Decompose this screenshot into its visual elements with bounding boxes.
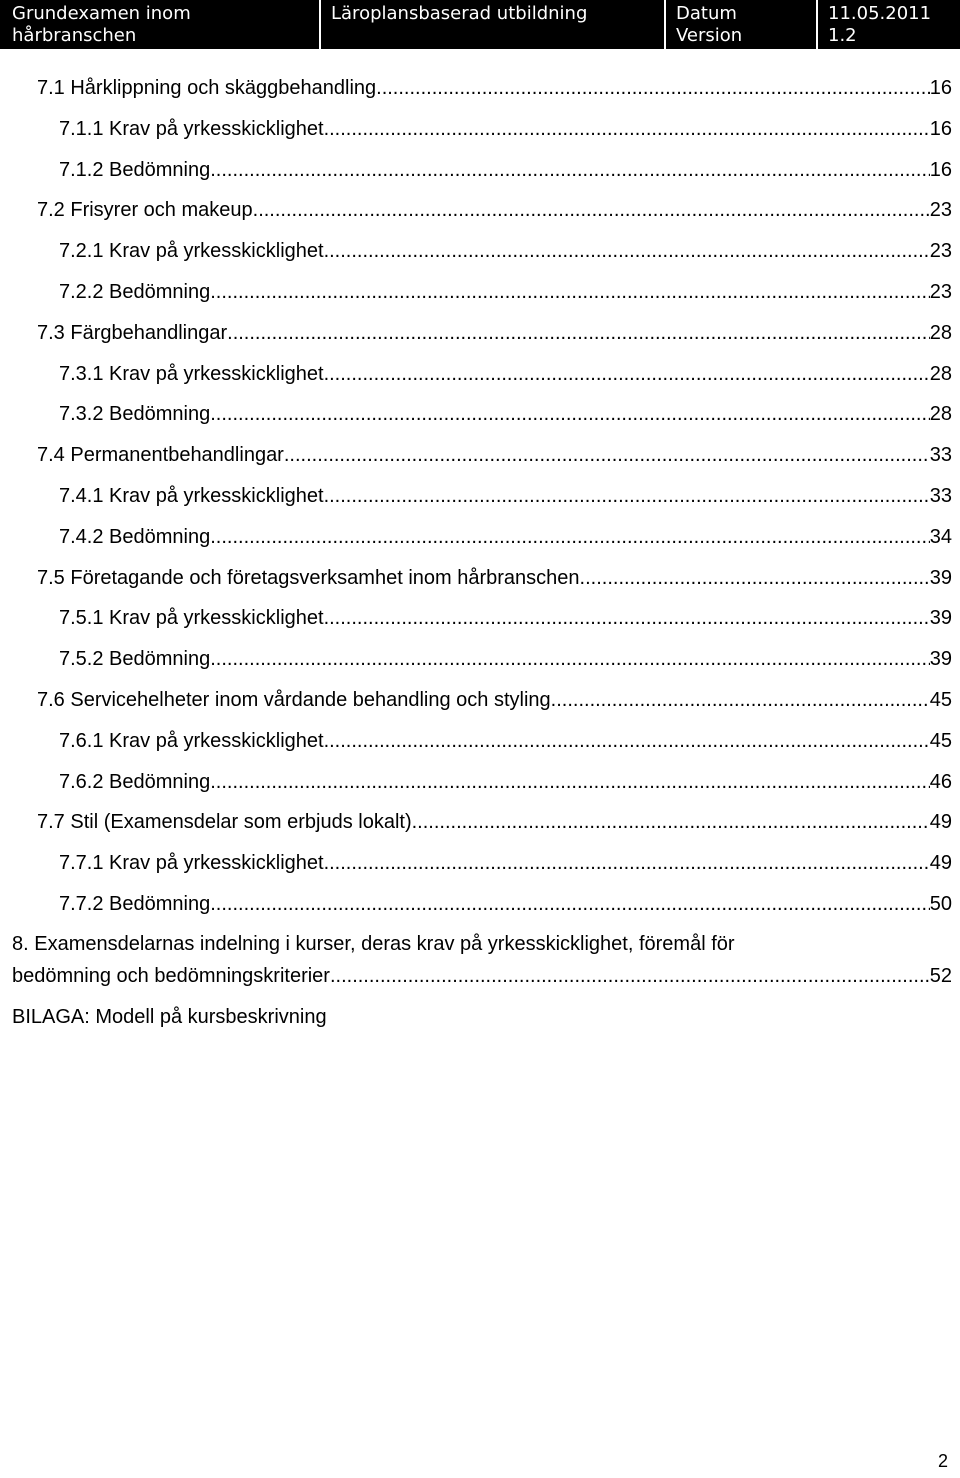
toc-entry[interactable] <box>59 892 952 916</box>
toc-entry[interactable] <box>59 647 952 671</box>
toc-entry[interactable] <box>37 810 952 834</box>
toc-entry-title: 7.3 Färgbehandlingar <box>37 322 228 344</box>
toc-entry[interactable] <box>59 729 952 753</box>
toc-entry[interactable] <box>59 280 952 304</box>
toc-dot-leader <box>210 647 930 671</box>
toc-chapter8-line1[interactable]: 8. Examensdelarnas indelning i kurser, deras krav på yrkesskicklighet, föremål för <box>12 933 735 955</box>
toc-entry[interactable] <box>59 158 952 182</box>
toc-page-number: 33 <box>929 444 952 466</box>
toc-entry-title: 7.5.2 Bedömning <box>59 648 211 670</box>
header-divider <box>816 0 818 49</box>
toc-dot-leader <box>210 402 930 426</box>
toc-page-number: 34 <box>929 526 952 548</box>
page-number: 2 <box>937 1451 948 1471</box>
toc-entry-title: 7.6.2 Bedömning <box>59 771 211 793</box>
header-meta-labels: Datum Version <box>676 3 743 46</box>
toc-entry[interactable] <box>37 321 952 345</box>
toc-entry[interactable] <box>59 484 952 508</box>
toc-dot-leader <box>227 321 930 345</box>
toc-page-number: 46 <box>929 771 952 793</box>
toc-page-number: 16 <box>929 77 952 99</box>
toc-entry-title: 7.4 Permanentbehandlingar <box>37 444 284 466</box>
toc-entry-title: 7.5 Företagande och företagsverksamhet inom hårbranschen <box>37 567 580 589</box>
toc-page-number: 49 <box>929 811 952 833</box>
toc-page-number: 23 <box>929 240 952 262</box>
toc-dot-leader <box>210 892 930 916</box>
toc-entry[interactable] <box>59 117 952 141</box>
toc-entry-title: 7.2 Frisyrer och makeup <box>37 199 253 221</box>
toc-page-number: 16 <box>929 159 952 181</box>
toc-entry-title: 7.5.1 Krav på yrkesskicklighet <box>59 607 324 629</box>
document-header <box>0 0 960 49</box>
toc-dot-leader <box>330 964 930 988</box>
toc-page-number: 39 <box>929 648 952 670</box>
toc-entry-title: 7.1.1 Krav på yrkesskicklighet <box>59 118 324 140</box>
header-divider <box>319 0 321 49</box>
toc-entry[interactable] <box>59 606 952 630</box>
toc-appendix[interactable]: BILAGA: Modell på kursbeskrivning <box>12 1006 327 1028</box>
toc-dot-leader <box>253 198 930 222</box>
toc-dot-leader <box>324 239 930 263</box>
toc-entry-title: 7.2.2 Bedömning <box>59 281 211 303</box>
toc-dot-leader <box>376 76 930 100</box>
toc-dot-leader <box>210 158 930 182</box>
toc-entry[interactable] <box>37 566 952 590</box>
toc-entry[interactable] <box>59 362 952 386</box>
toc-dot-leader <box>210 280 930 304</box>
toc-page-number: 39 <box>929 607 952 629</box>
toc-entry-chapter8[interactable] <box>12 964 952 988</box>
header-divider <box>664 0 666 49</box>
header-meta-values: 11.05.2011 1.2 <box>828 3 932 46</box>
header-program-type: Läroplansbaserad utbildning <box>331 3 588 24</box>
toc-page-number: 49 <box>929 852 952 874</box>
toc-entry-title: 7.6.1 Krav på yrkesskicklighet <box>59 730 324 752</box>
toc-entry[interactable] <box>59 402 952 426</box>
toc-page-number: 50 <box>929 893 952 915</box>
toc-page-number: 45 <box>929 689 952 711</box>
toc-dot-leader <box>580 566 930 590</box>
toc-dot-leader <box>324 484 930 508</box>
toc-entry[interactable] <box>37 198 952 222</box>
toc-entry-title: 7.3.1 Krav på yrkesskicklighet <box>59 363 324 385</box>
toc-page-number: 28 <box>929 322 952 344</box>
toc-entry-title: 7.7.1 Krav på yrkesskicklighet <box>59 852 324 874</box>
toc-entry[interactable] <box>59 239 952 263</box>
toc-dot-leader <box>412 810 930 834</box>
toc-entry-title: 7.4.1 Krav på yrkesskicklighet <box>59 485 324 507</box>
toc-entry[interactable] <box>59 770 952 794</box>
toc-dot-leader <box>324 117 930 141</box>
toc-page-number: 45 <box>929 730 952 752</box>
toc-page-number: 39 <box>929 567 952 589</box>
toc-entry[interactable] <box>59 851 952 875</box>
toc-entry-title: 7.1 Hårklippning och skäggbehandling <box>37 77 377 99</box>
toc-page-number: 28 <box>929 403 952 425</box>
toc-page-number: 33 <box>929 485 952 507</box>
toc-dot-leader <box>324 606 930 630</box>
toc-entry[interactable] <box>37 76 952 100</box>
toc-page-number: 16 <box>929 118 952 140</box>
toc-entry-title: 7.6 Servicehelheter inom vårdande behandling och styling <box>37 689 551 711</box>
toc-entry-title: 7.7.2 Bedömning <box>59 893 211 915</box>
toc-entry-title: 7.1.2 Bedömning <box>59 159 211 181</box>
toc-entry-title: bedömning och bedömningskriterier <box>12 965 330 987</box>
toc-entry-title: 7.4.2 Bedömning <box>59 526 211 548</box>
toc-page-number: 23 <box>929 281 952 303</box>
toc-page-number: 28 <box>929 363 952 385</box>
header-document-title: Grundexamen inom hårbranschen <box>12 3 191 46</box>
toc-dot-leader <box>324 362 930 386</box>
toc-entry-title: 7.2.1 Krav på yrkesskicklighet <box>59 240 324 262</box>
toc-entry-title: 7.7 Stil (Examensdelar som erbjuds lokalt) <box>37 811 412 833</box>
toc-page-number: 52 <box>929 965 952 987</box>
toc-page-number: 23 <box>929 199 952 221</box>
toc-dot-leader <box>324 851 930 875</box>
toc-dot-leader <box>210 525 930 549</box>
toc-dot-leader <box>551 688 930 712</box>
toc-dot-leader <box>324 729 930 753</box>
toc-entry-title: 7.3.2 Bedömning <box>59 403 211 425</box>
toc-entry[interactable] <box>37 443 952 467</box>
toc-dot-leader <box>210 770 930 794</box>
toc-entry[interactable] <box>37 688 952 712</box>
toc-entry[interactable] <box>59 525 952 549</box>
toc-dot-leader <box>284 443 930 467</box>
